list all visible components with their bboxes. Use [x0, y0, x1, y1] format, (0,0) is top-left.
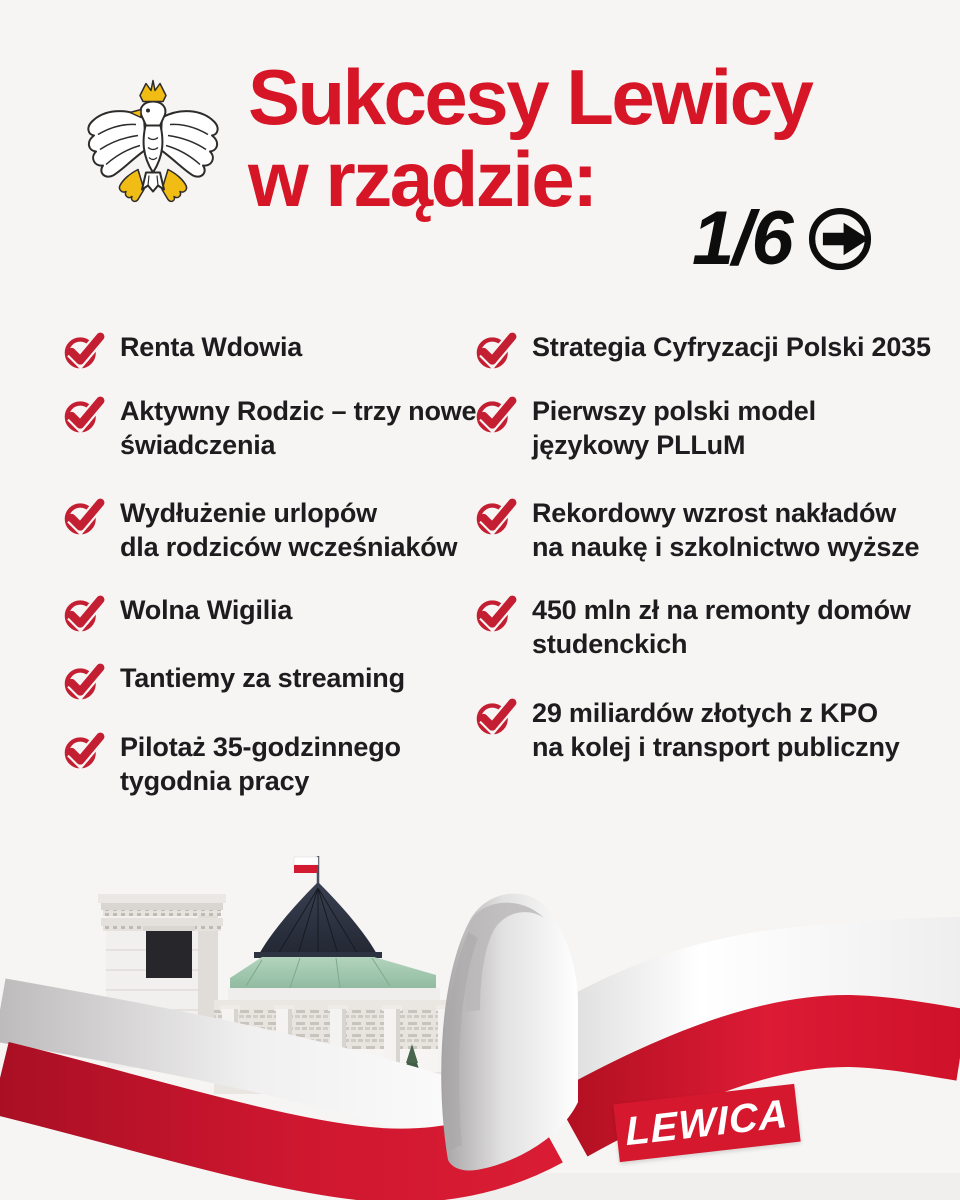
list-item-line1: Wydłużenie urlopów: [120, 498, 377, 528]
check-icon: [64, 395, 108, 435]
list-item: [476, 593, 911, 661]
check-icon: [476, 497, 520, 537]
lewica-logo-text: LEWICA: [624, 1091, 790, 1154]
check-icon: [476, 395, 520, 435]
list-item: [476, 394, 816, 462]
list-item-line1: Pierwszy polski model: [532, 396, 816, 426]
list-item-line2: studenckich: [532, 629, 688, 659]
check-icon: [476, 331, 520, 371]
list-item: [476, 496, 919, 564]
check-icon: [476, 697, 520, 737]
list-item-line1: Aktywny Rodzic – trzy nowe: [120, 396, 477, 426]
ribbon-fold: [441, 894, 578, 1171]
next-arrow-icon[interactable]: [804, 203, 876, 275]
list-item-line1: Rekordowy wzrost nakładów: [532, 498, 897, 528]
list-item: [64, 593, 292, 634]
list-item: [64, 661, 405, 702]
page-title: [248, 53, 888, 223]
list-item: [64, 394, 476, 462]
check-icon: [476, 594, 520, 634]
check-icon: [64, 497, 108, 537]
list-item: [476, 330, 931, 371]
list-item-line2: świadczenia: [120, 430, 276, 460]
polish-eagle-emblem: [78, 76, 228, 234]
list-item-line1: Renta Wdowia: [120, 332, 303, 362]
check-icon: [64, 662, 108, 702]
list-item-line2: na kolej i transport publiczny: [532, 732, 900, 762]
list-item-line1: Tantiemy za streaming: [120, 663, 405, 693]
title-line2: w rządzie:: [248, 135, 596, 223]
title-line1: Sukcesy Lewicy: [248, 53, 812, 141]
list-item-line2: językowy PLLuM: [532, 430, 746, 460]
list-item-line1: Wolna Wigilia: [120, 595, 293, 625]
list-item-line1: 29 miliardów złotych z KPO: [532, 698, 878, 728]
polish-flag: [294, 857, 318, 873]
list-item-line1: Pilotaż 35-godzinnego: [120, 732, 401, 762]
check-icon: [64, 731, 108, 771]
list-item-line2: dla rodziców wcześniaków: [120, 532, 458, 562]
list-item: [64, 730, 401, 798]
carousel-pagination: [692, 198, 876, 280]
list-item: [64, 330, 302, 371]
sejm-building-flag-ribbon-scene: [0, 840, 960, 1200]
list-item-line1: Strategia Cyfryzacji Polski 2035: [532, 332, 931, 362]
list-item: [64, 496, 457, 564]
list-item-line1: 450 mln zł na remonty domów: [532, 595, 911, 625]
check-icon: [64, 594, 108, 634]
list-item: [476, 696, 900, 764]
page-indicator: 1/6: [692, 196, 792, 281]
list-item-line2: na naukę i szkolnictwo wyższe: [532, 532, 920, 562]
list-item-line2: tygodnia pracy: [120, 766, 310, 796]
check-icon: [64, 331, 108, 371]
